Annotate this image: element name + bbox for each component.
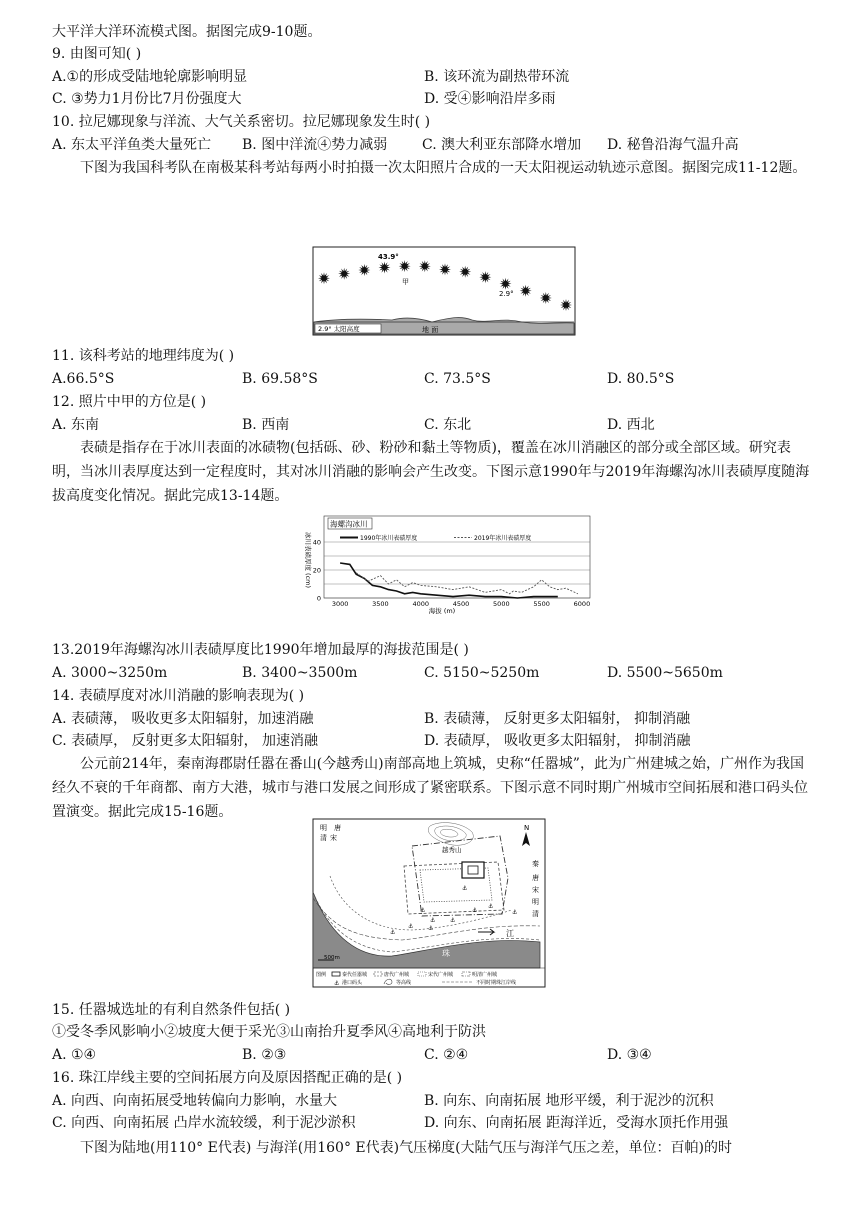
series-1990-line xyxy=(340,563,558,598)
chart-series xyxy=(340,563,578,598)
question-10-options xyxy=(52,134,812,156)
scale-label: 500m xyxy=(324,955,340,961)
q10-option-a: A. 东太平洋鱼类大量死亡 xyxy=(52,137,212,153)
mountain-label: 越秀山 xyxy=(442,846,462,854)
q15-option-a: A. ①④ xyxy=(52,1047,97,1063)
q14-option-b: B. 表碛薄， 反射更多太阳辐射， 抑制消融 xyxy=(424,711,691,727)
ground-label: 地 面 xyxy=(422,326,439,334)
anchor-icon: ⚓ xyxy=(462,885,468,892)
legend-tang: 唐代广州城 xyxy=(384,972,410,978)
question-11-options xyxy=(52,368,812,390)
q12-option-c: C. 东北 xyxy=(424,417,472,433)
legend-anchor-icon: ⚓ xyxy=(334,980,340,987)
y-tick-label: 40 xyxy=(312,538,321,547)
question-13-stem: 13.2019年海螺沟冰川表碛厚度比1990年增加最厚的海拔范围是( ) xyxy=(52,642,469,658)
q12-option-a: A. 东南 xyxy=(52,417,100,433)
question-13-options xyxy=(52,662,812,684)
q11-option-c: C. 73.5°S xyxy=(424,371,491,387)
q9-option-d: D. 受④影响沿岸多雨 xyxy=(424,91,556,107)
sun-label-min: 2.9° xyxy=(499,290,514,298)
q12-option-d: D. 西北 xyxy=(607,417,655,433)
legend-mingqing: 明清广州城 xyxy=(472,972,498,978)
q11-option-d: D. 80.5°S xyxy=(607,371,675,387)
anchor-icon: ⚓ xyxy=(390,929,396,936)
question-16-options-row2 xyxy=(52,1112,812,1134)
map-label-qing: 清 xyxy=(320,834,327,842)
q10-option-c: C. 澳大利亚东部降水增加 xyxy=(422,137,582,153)
q12-option-b: B. 西南 xyxy=(242,417,290,433)
legend-2019: 2019年冰川表碛厚度 xyxy=(474,535,532,542)
x-tick-label: 3500 xyxy=(372,600,389,608)
question-15-options xyxy=(52,1044,812,1066)
question-10-stem: 10. 拉尼娜现象与洋流、大气关系密切。拉尼娜现象发生时( ) xyxy=(52,114,431,130)
sun-label-jia: 甲 xyxy=(402,278,409,286)
sun-path-figure xyxy=(312,246,576,336)
q16-option-c: C. 向西、向南拓展 凸岸水流较缓，利于泥沙淤积 xyxy=(52,1115,356,1131)
intro-next: 下图为陆地(用110° E代表) 与海洋(用160° E代表)气压梯度(大陆气压与海洋气压之差，单位：百帕)的时 xyxy=(80,1140,733,1156)
intro-9-10: 大平洋大洋环流模式图。据图完成9-10题。 xyxy=(52,24,322,40)
question-15-statements: ①受冬季风影响小②坡度大便于采光③山南抬升夏季风④高地利于防洪 xyxy=(52,1024,486,1040)
anchor-icon: ⚓ xyxy=(472,907,478,914)
question-12-options xyxy=(52,414,812,436)
q11-option-a: A.66.5°S xyxy=(52,371,115,387)
question-9-stem: 9. 由图可知( ) xyxy=(52,46,142,62)
chart-xlabel: 海拔 (m) xyxy=(428,607,456,615)
map-label-ming: 明 xyxy=(320,824,327,832)
q15-option-c: C. ②④ xyxy=(424,1047,469,1063)
legend-wharf: 港口码头 xyxy=(342,980,363,986)
intro-13-14: 表碛是指存在于冰川表面的冰碛物(包括砾、砂、粉砂和黏土等物质)，覆盖在冰川消融区的部分或全部区域。研究表明，当冰川表厚度达到一定程度时，其对冰川消融的影响会产生改变。下图示意1990年与2019年海螺沟冰川表碛厚度随海拔高度变化情况。据此完成13-14题。 xyxy=(52,440,810,504)
x-tick-label: 5500 xyxy=(533,600,550,608)
q10-option-d: D. 秘鲁沿海气温升高 xyxy=(607,137,739,153)
q15-option-b: B. ②③ xyxy=(242,1047,287,1063)
question-15-stem: 15. 任嚣城选址的有利自然条件包括( ) xyxy=(52,1002,291,1018)
anchor-icon: ⚓ xyxy=(428,925,434,932)
intro-11-12: 下图为我国科考队在南极某科考站每两小时拍摄一次太阳照片合成的一天太阳视运动轨迹示意图。据图完成11-12题。 xyxy=(80,160,807,176)
anchor-icon: ⚓ xyxy=(408,923,414,930)
y-tick-label: 20 xyxy=(312,566,321,575)
anchor-icon: ⚓ xyxy=(512,909,518,916)
map-label-r-song: 宋 xyxy=(532,886,539,894)
intro-15-16: 公元前214年，秦南海郡尉任嚣在番山(今越秀山)南部高地上筑城，史称“任嚣城”，此为广州建城之始，广州作为我国经久不衰的千年商都、南方大港，城市与港口发展之间形成了紧密联系。下图示意不同时期广州城市空间拓展和港口码头位置演变。据此完成15-16题。 xyxy=(52,756,808,820)
q14-option-d: D. 表碛厚， 吸收更多太阳辐射， 抑制消融 xyxy=(424,733,691,749)
q13-option-d: D. 5500~5650m xyxy=(607,665,723,681)
q11-option-b: B. 69.58°S xyxy=(242,371,318,387)
q15-option-d: D. ③④ xyxy=(607,1047,652,1063)
x-tick-label: 4500 xyxy=(452,600,470,608)
legend-1990: 1990年冰川表碛厚度 xyxy=(360,535,418,542)
q16-option-b: B. 向东、向南拓展 地形平缓，利于泥沙的沉积 xyxy=(424,1093,714,1109)
river-label-jiang: 江 xyxy=(506,929,514,938)
question-14-stem: 14. 表碛厚度对冰川消融的影响表现为( ) xyxy=(52,688,305,704)
q14-option-a: A. 表碛薄， 吸收更多太阳辐射，加速消融 xyxy=(52,711,314,727)
legend-title: 图例 xyxy=(316,972,327,978)
map-label-r-tang: 唐 xyxy=(532,874,539,882)
q13-option-a: A. 3000~3250m xyxy=(52,665,168,681)
q14-option-c: C. 表碛厚， 反射更多太阳辐射， 加速消融 xyxy=(52,733,319,749)
sun-label-max: 43.9° xyxy=(378,253,399,261)
anchor-icon: ⚓ xyxy=(430,917,436,924)
sun-altitude-label: 2.9° 太阳高度 xyxy=(318,325,360,333)
q9-option-c: C. ③势力1月份比7月份强度大 xyxy=(52,91,242,107)
map-label-tang: 唐 xyxy=(334,824,341,832)
chart-title: 海螺沟冰川 xyxy=(330,519,368,529)
anchor-icon: ⚓ xyxy=(488,903,494,910)
map-label-r-qin: 秦 xyxy=(532,860,539,868)
river-label-zhu: 珠 xyxy=(442,949,450,958)
legend-shoreline: 不同时期珠江岸线 xyxy=(476,980,517,986)
x-tick-label: 5000 xyxy=(493,600,510,608)
map-label-r-ming: 明 xyxy=(532,898,539,906)
q9-option-b: B. 该环流为副热带环流 xyxy=(424,69,570,85)
q16-option-d: D. 向东、向南拓展 距海洋近，受海水顶托作用强 xyxy=(424,1115,729,1131)
x-tick-label: 3000 xyxy=(331,600,349,608)
legend-contour: 等高线 xyxy=(396,980,412,986)
question-16-options-row1 xyxy=(52,1090,812,1112)
north-label: N xyxy=(524,824,530,832)
guangzhou-map-figure xyxy=(312,818,546,988)
chart-grid xyxy=(324,542,590,598)
question-9-options-row2 xyxy=(52,88,812,110)
map-label-song: 宋 xyxy=(330,834,337,842)
q16-option-a: A. 向西、向南拓展受地转偏向力影响，水量大 xyxy=(52,1093,338,1109)
question-12-stem: 12. 照片中甲的方位是( ) xyxy=(52,394,207,410)
q13-option-c: C. 5150~5250m xyxy=(424,665,540,681)
glacier-debris-chart xyxy=(294,512,594,616)
legend-qin: 秦代任嚣城 xyxy=(342,972,368,978)
y-tick-label: 0 xyxy=(316,594,321,603)
q10-option-b: B. 图中洋流④势力减弱 xyxy=(242,137,388,153)
chart-ticks xyxy=(313,539,590,609)
question-14-options-row2 xyxy=(52,730,812,752)
anchor-icon: ⚓ xyxy=(420,907,426,914)
x-tick-label: 6000 xyxy=(573,600,591,608)
question-9-options-row1 xyxy=(52,66,812,88)
question-14-options-row1 xyxy=(52,708,812,730)
map-label-r-qing: 清 xyxy=(532,910,539,918)
chart-ylabel: 冰川表碛厚度 (cm) xyxy=(304,531,312,589)
x-tick-label: 4000 xyxy=(412,600,430,608)
series-2019-line xyxy=(356,573,578,594)
anchor-icon: ⚓ xyxy=(450,917,456,924)
question-16-stem: 16. 珠江岸线主要的空间拓展方向及原因搭配正确的是( ) xyxy=(52,1070,403,1086)
question-11-stem: 11. 该科考站的地理纬度为( ) xyxy=(52,348,235,364)
q9-option-a: A.①的形成受陆地轮廓影响明显 xyxy=(52,69,248,85)
q13-option-b: B. 3400~3500m xyxy=(242,665,358,681)
legend-song: 宋代广州城 xyxy=(428,972,454,978)
